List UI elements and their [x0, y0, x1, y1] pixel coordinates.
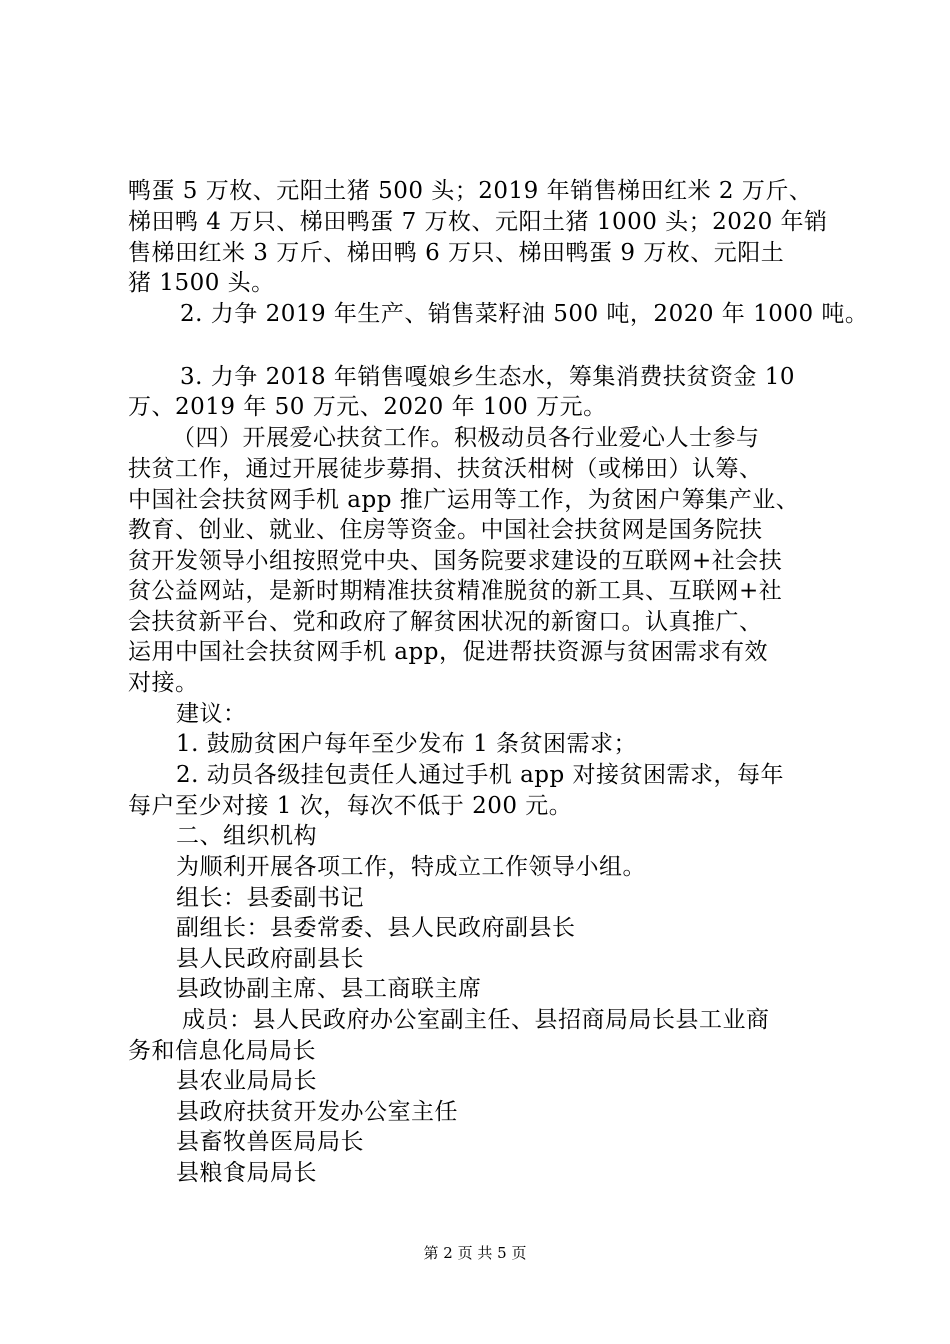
body-line: 教育、创业、就业、住房等资金。中国社会扶贫网是国务院扶 [128, 517, 763, 543]
body-line: 县人民政府副县长 [176, 946, 364, 972]
body-line: 县农业局局长 [176, 1068, 317, 1094]
body-line: 运用中国社会扶贫网手机 app，促进帮扶资源与贫困需求有效 [128, 639, 768, 665]
page-number-footer: 第 2 页 共 5 页 [423, 1244, 527, 1262]
body-line: 为顺利开展各项工作，特成立工作领导小组。 [176, 854, 646, 880]
body-line: 万、2019 年 50 万元、2020 年 100 万元。 [128, 394, 607, 420]
body-line: 梯田鸭 4 万只、梯田鸭蛋 7 万枚、元阳土猪 1000 头；2020 年销 [128, 209, 828, 235]
body-line: （四）开展爱心扶贫工作。积极动员各行业爱心人士参与 [172, 425, 760, 451]
body-line: 中国社会扶贫网手机 app 推广运用等工作，为贫困户筹集产业、 [128, 487, 800, 513]
body-line: 2. 力争 2019 年生产、销售菜籽油 500 吨，2020 年 1000 吨。 [180, 301, 869, 327]
body-line: 1. 鼓励贫困户每年至少发布 1 条贫困需求； [176, 731, 638, 757]
body-line: 3. 力争 2018 年销售嘎娘乡生态水，筹集消费扶贫资金 10 [180, 364, 795, 390]
body-line: 每户至少对接 1 次，每次不低于 200 元。 [128, 793, 573, 819]
body-line: 县畜牧兽医局局长 [176, 1129, 364, 1155]
body-line: 县政府扶贫开发办公室主任 [176, 1099, 458, 1125]
body-line: 建议： [176, 701, 247, 727]
body-line: 县政协副主席、县工商联主席 [176, 976, 482, 1002]
body-line: 县粮食局局长 [176, 1160, 317, 1186]
body-line: 2. 动员各级挂包责任人通过手机 app 对接贫困需求，每年 [176, 762, 785, 788]
body-line: 对接。 [128, 670, 199, 696]
section-heading: 二、组织机构 [176, 823, 317, 849]
body-line: 猪 1500 头。 [128, 270, 275, 296]
body-line: 售梯田红米 3 万斤、梯田鸭 6 万只、梯田鸭蛋 9 万枚、元阳土 [128, 240, 785, 266]
body-line: 成员：县人民政府办公室副主任、县招商局局长县工业商 [182, 1007, 770, 1033]
body-line: 扶贫工作，通过开展徒步募捐、扶贫沃柑树（或梯田）认筹、 [128, 456, 763, 482]
body-line: 副组长：县委常委、县人民政府副县长 [176, 915, 576, 941]
body-line: 会扶贫新平台、党和政府了解贫困状况的新窗口。认真推广、 [128, 609, 763, 635]
body-line: 组长：县委副书记 [176, 885, 364, 911]
body-line: 务和信息化局局长 [128, 1038, 316, 1064]
body-line: 贫开发领导小组按照党中央、国务院要求建设的互联网+社会扶 [128, 548, 783, 574]
body-line: 贫公益网站，是新时期精准扶贫精准脱贫的新工具、互联网+社 [128, 578, 783, 604]
body-line: 鸭蛋 5 万枚、元阳土猪 500 头；2019 年销售梯田红米 2 万斤、 [128, 178, 813, 204]
